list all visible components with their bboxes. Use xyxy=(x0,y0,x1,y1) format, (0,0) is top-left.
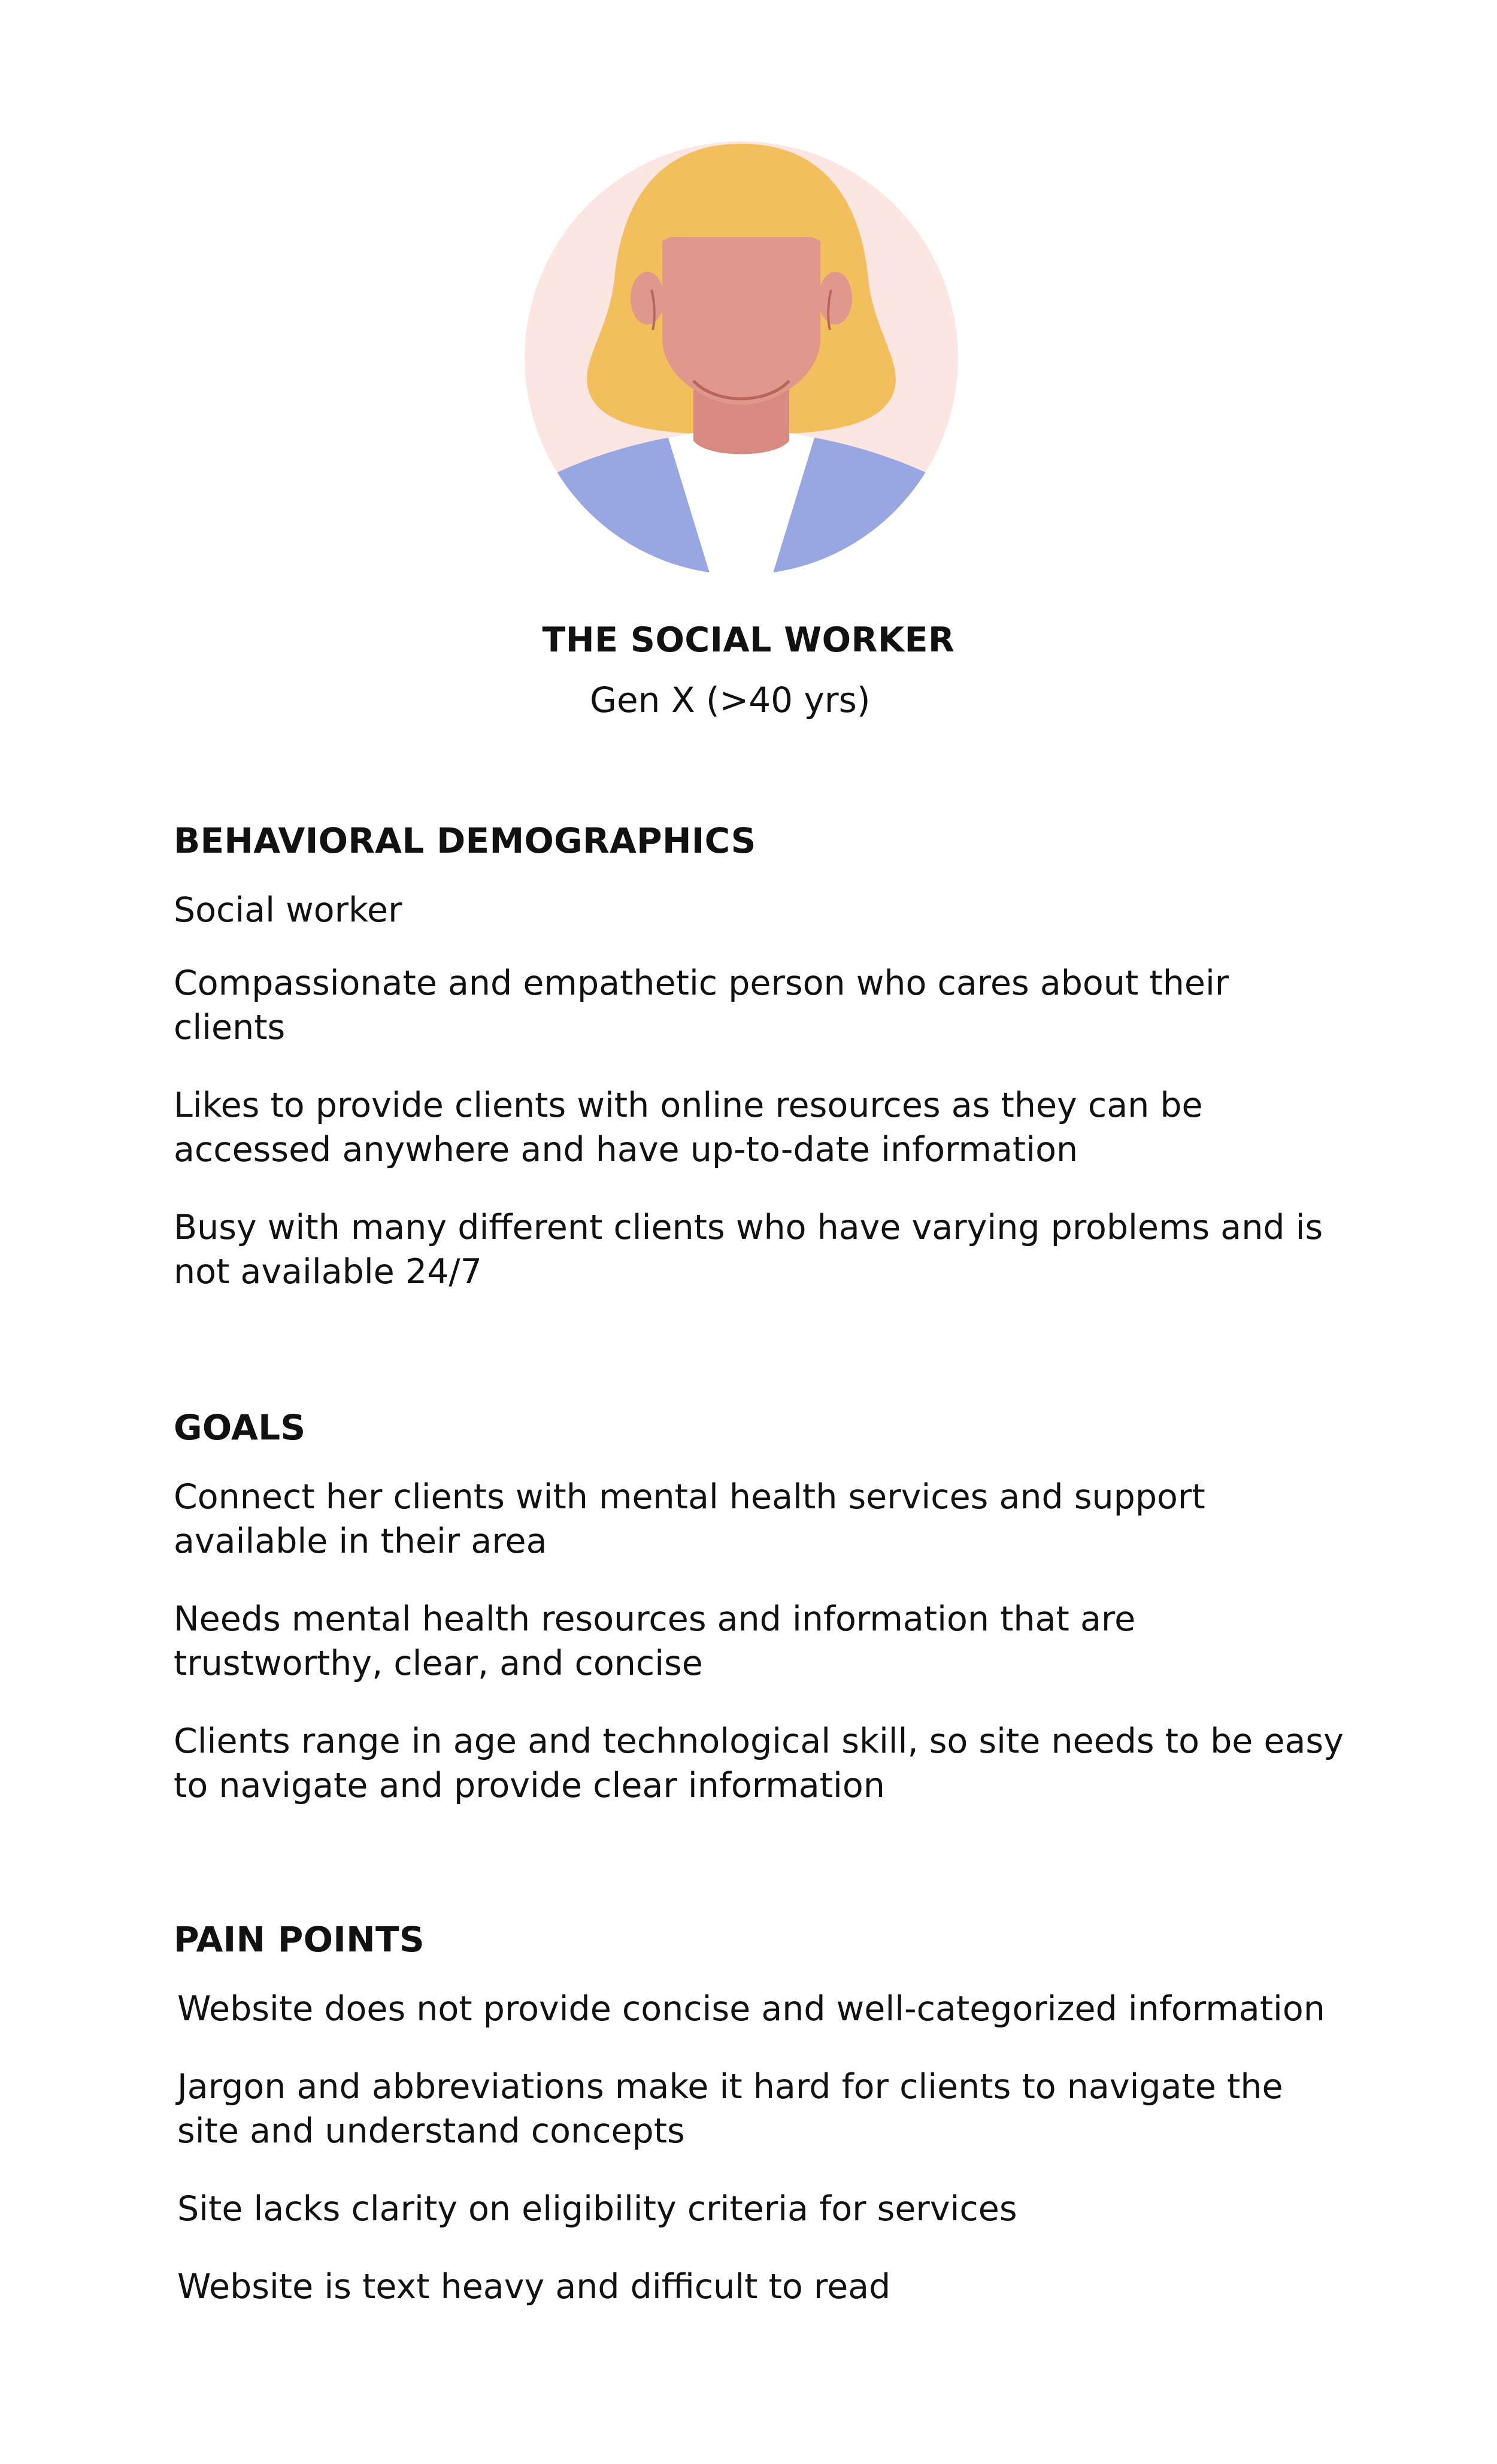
ear-left xyxy=(631,272,664,325)
goals-section xyxy=(174,1404,1371,1841)
goals-heading: GOALS xyxy=(174,1407,306,1448)
ear-right xyxy=(819,272,852,325)
pain-points-item: Site lacks clarity on eligibility criteria for services xyxy=(177,2189,1017,2229)
face xyxy=(662,237,820,405)
pain-points-item: Website does not provide concise and well-categorized information xyxy=(177,1989,1325,2029)
pain-points-heading: PAIN POINTS xyxy=(174,1919,425,1960)
behavioral-item: Compassionate and empathetic person who cares about their clients xyxy=(174,963,1229,1047)
persona-title: THE SOCIAL WORKER xyxy=(542,620,955,660)
behavioral-item: Likes to provide clients with online resources as they can be accessed anywhere and have up-to-date information xyxy=(174,1086,1203,1169)
goals-item: Needs mental health resources and information that are trustworthy, clear, and concise xyxy=(174,1599,1136,1683)
pain-points-section xyxy=(174,1916,1375,2342)
behavioral-item: Busy with many different clients who have varying problems and is not available 24/7 xyxy=(174,1208,1323,1292)
behavioral-item: Social worker xyxy=(174,890,402,930)
goals-item: Connect her clients with mental health services and support available in their area xyxy=(174,1477,1205,1561)
woman-avatar-icon xyxy=(525,141,958,575)
behavioral-section xyxy=(174,817,1371,1328)
goals-item: Clients range in age and technological skill, so site needs to be easy to navigate and provide clear information xyxy=(174,1722,1344,1805)
behavioral-heading: BEHAVIORAL DEMOGRAPHICS xyxy=(174,820,756,861)
persona-subtitle: Gen X (>40 yrs) xyxy=(590,680,871,720)
persona-avatar xyxy=(525,141,958,575)
pain-points-item: Website is text heavy and difficult to read xyxy=(177,2267,891,2307)
pain-points-item: Jargon and abbreviations make it hard for clients to navigate the site and understand concepts xyxy=(177,2067,1283,2151)
